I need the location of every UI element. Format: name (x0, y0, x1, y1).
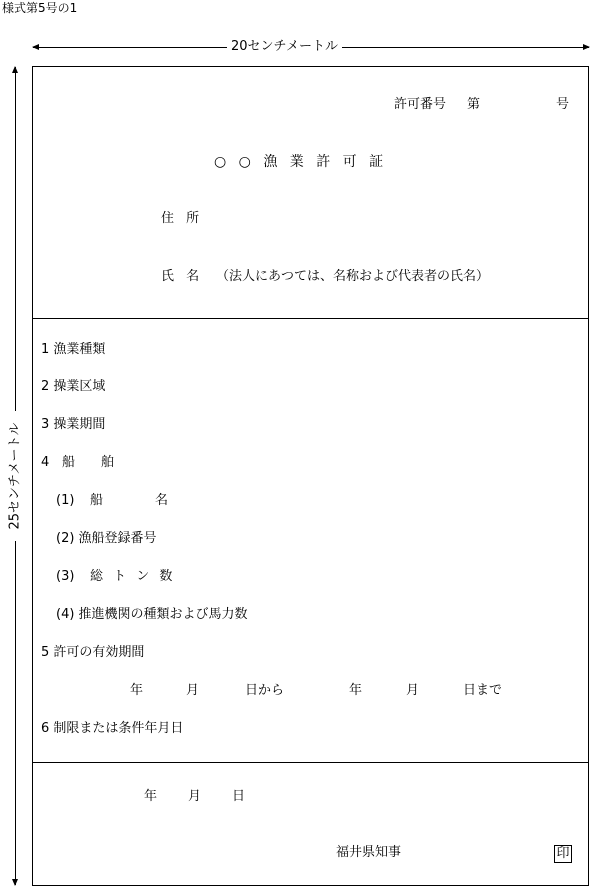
issue-month: 月 (188, 789, 202, 804)
period-end-month: 月 (406, 683, 420, 698)
period-end-year: 年 (349, 683, 363, 698)
address-label: 住 所 (161, 211, 204, 226)
arrow-left-icon (32, 44, 39, 50)
width-dimension-label: 20センチメートル (227, 40, 342, 54)
name-label: 氏 名 (161, 269, 204, 284)
issue-year: 年 (144, 789, 158, 804)
issuer-name: 福井県知事 (336, 845, 402, 860)
period-start-month: 月 (186, 683, 200, 698)
permit-number-label: 許可番号 (394, 97, 447, 112)
item-vessel-name-number: (1) (56, 493, 75, 508)
period-start-day: 日から (245, 683, 285, 698)
name-note: （法人にあつては、名称および代表者の氏名） (216, 269, 490, 284)
item-restrictions: 6 制限または条件年月日 (41, 721, 184, 736)
arrow-up-icon (12, 66, 18, 73)
form-number: 様式第5号の1 (2, 1, 78, 15)
permit-form-box (32, 66, 589, 886)
item-vessel-number: 4 (41, 455, 50, 470)
page-title: ○ ○ 漁 業 許 可 証 (214, 154, 386, 170)
period-start-year: 年 (130, 683, 144, 698)
item-validity-period: 5 許可の有効期間 (41, 645, 145, 660)
period-end-day: 日まで (463, 683, 503, 698)
item-fishery-type: 1 漁業種類 (41, 342, 106, 357)
item-registration-number: (2) 漁船登録番号 (56, 531, 157, 546)
item-tonnage-label: 総 ト ン 数 (90, 569, 176, 584)
permit-number-dai: 第 (467, 97, 481, 112)
arrow-right-icon (583, 44, 590, 50)
item-operation-period: 3 操業期間 (41, 417, 106, 432)
height-dimension-label: 25センチメートル (8, 422, 23, 530)
divider-bottom (33, 762, 588, 763)
divider-top (33, 318, 588, 319)
height-dimension-label-box (8, 411, 24, 541)
issue-day: 日 (232, 789, 246, 804)
permit-number-go: 号 (556, 97, 570, 112)
item-vessel-label: 船 舶 (62, 455, 115, 470)
seal-stamp: 印 (554, 845, 572, 863)
item-operation-area: 2 操業区域 (41, 379, 106, 394)
item-vessel-name-label: 船 名 (90, 493, 169, 508)
arrow-down-icon (12, 879, 18, 886)
item-tonnage-number: (3) (56, 569, 75, 584)
item-engine: (4) 推進機関の種類および馬力数 (56, 607, 248, 622)
